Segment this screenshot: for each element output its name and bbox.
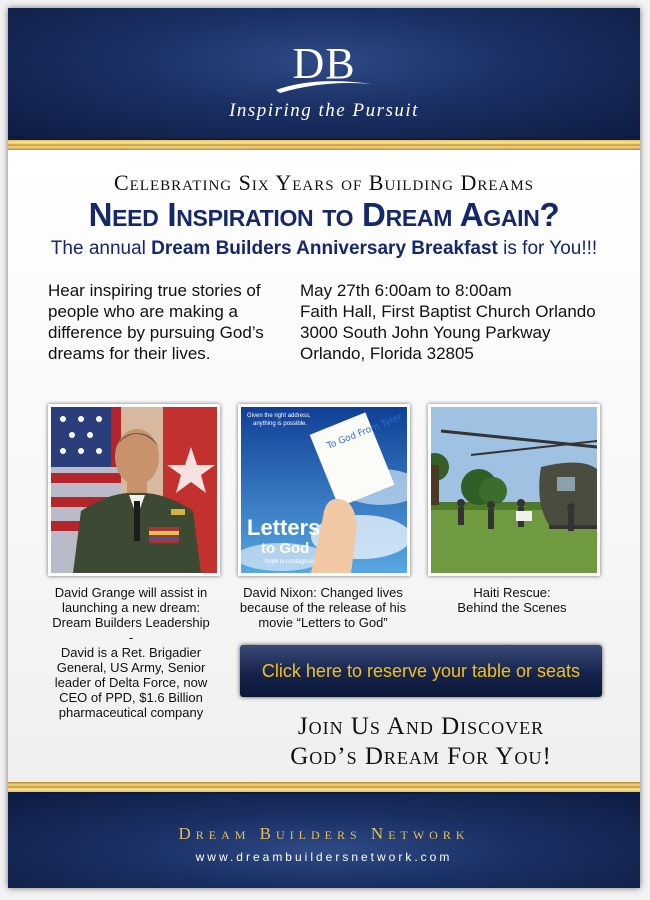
caption-grange-line: CEO of PPD, $1.6 Billion: [59, 690, 203, 705]
caption-haiti-line: Haiti Rescue:: [473, 585, 551, 600]
footer-website-link[interactable]: www.dreambuildersnetwork.com: [195, 850, 453, 864]
caption-grange-line: launching a new dream:: [61, 600, 201, 615]
logo-swoosh-icon: [274, 78, 374, 94]
join-line: Join Us And Discover: [297, 713, 545, 740]
event-street: 3000 South John Young Parkway: [300, 323, 551, 342]
caption-david-nixon: [228, 585, 418, 630]
caption-haiti-rescue: [422, 585, 602, 615]
event-venue: Faith Hall, First Baptist Church Orlando: [300, 302, 596, 321]
caption-haiti-line: Behind the Scenes: [457, 600, 567, 615]
join-us-heading: [240, 712, 602, 772]
header-gold-stripe: [8, 138, 640, 150]
poster-image: [241, 407, 407, 573]
event-city: Orlando, Florida 32805: [300, 344, 474, 363]
caption-nixon-line: because of the release of his: [239, 600, 407, 615]
reserve-seats-button[interactable]: Click here to reserve your table or seats: [240, 645, 602, 697]
caption-grange-line: David Grange will assist in: [54, 585, 208, 600]
portrait-image: [51, 407, 217, 573]
caption-grange-line: General, US Army, Senior: [56, 660, 206, 675]
annual-prefix: The annual: [50, 238, 152, 259]
caption-grange-line: David is a Ret. Brigadier: [60, 645, 202, 660]
poster-top-line2: anything is possible.: [253, 421, 308, 427]
logo-tagline: Inspiring the Pursuit: [229, 100, 419, 121]
headline-annual-breakfast: [8, 238, 640, 260]
logo-db: DB: [292, 39, 356, 88]
annual-event-name: Dream Builders Anniversary Breakfast: [151, 238, 498, 259]
caption-grange-line: leader of Delta Force, now: [54, 675, 208, 690]
caption-grange-line: -: [128, 630, 134, 645]
newsletter-frame: [8, 8, 640, 888]
poster-title-line1: Letters: [247, 515, 321, 540]
intro-text: Hear inspiring true stories of people who are making a difference by pursuing God’s dreams for their lives.: [48, 281, 264, 363]
caption-grange-line: pharmaceutical company: [58, 705, 204, 720]
caption-grange-line: Dream Builders Leadership: [52, 615, 210, 630]
main-content: [8, 152, 640, 782]
caption-nixon-line: David Nixon: Changed lives: [243, 585, 403, 600]
join-line: God’s Dream For You!: [290, 743, 552, 770]
poster-subtitle: hope is contagious: [265, 559, 316, 565]
headline-celebrating: Celebrating Six Years of Building Dreams: [113, 170, 535, 195]
photo-haiti-rescue[interactable]: [428, 404, 600, 576]
caption-david-grange: [38, 585, 224, 720]
photo-david-grange[interactable]: [48, 404, 220, 576]
footer-network-name: Dream Builders Network: [178, 824, 470, 843]
poster-top-line1: Given the right address,: [247, 413, 311, 419]
photo-letters-to-god-poster[interactable]: [238, 404, 410, 576]
footer-gold-stripe: [8, 782, 640, 794]
helicopter-image: [431, 407, 597, 573]
header-banner: [8, 8, 640, 140]
event-details: [300, 280, 620, 364]
poster-title-line2: to God: [261, 540, 310, 557]
poster-envelope-text: To God From Tyler: [325, 412, 404, 452]
event-date-time: May 27th 6:00am to 8:00am: [300, 281, 512, 300]
annual-suffix: is for You!!!: [497, 238, 598, 259]
headline-need-inspiration: Need Inspiration to Dream Again?: [88, 196, 560, 233]
caption-nixon-line: movie “Letters to God”: [258, 615, 388, 630]
footer-banner: [8, 794, 640, 888]
